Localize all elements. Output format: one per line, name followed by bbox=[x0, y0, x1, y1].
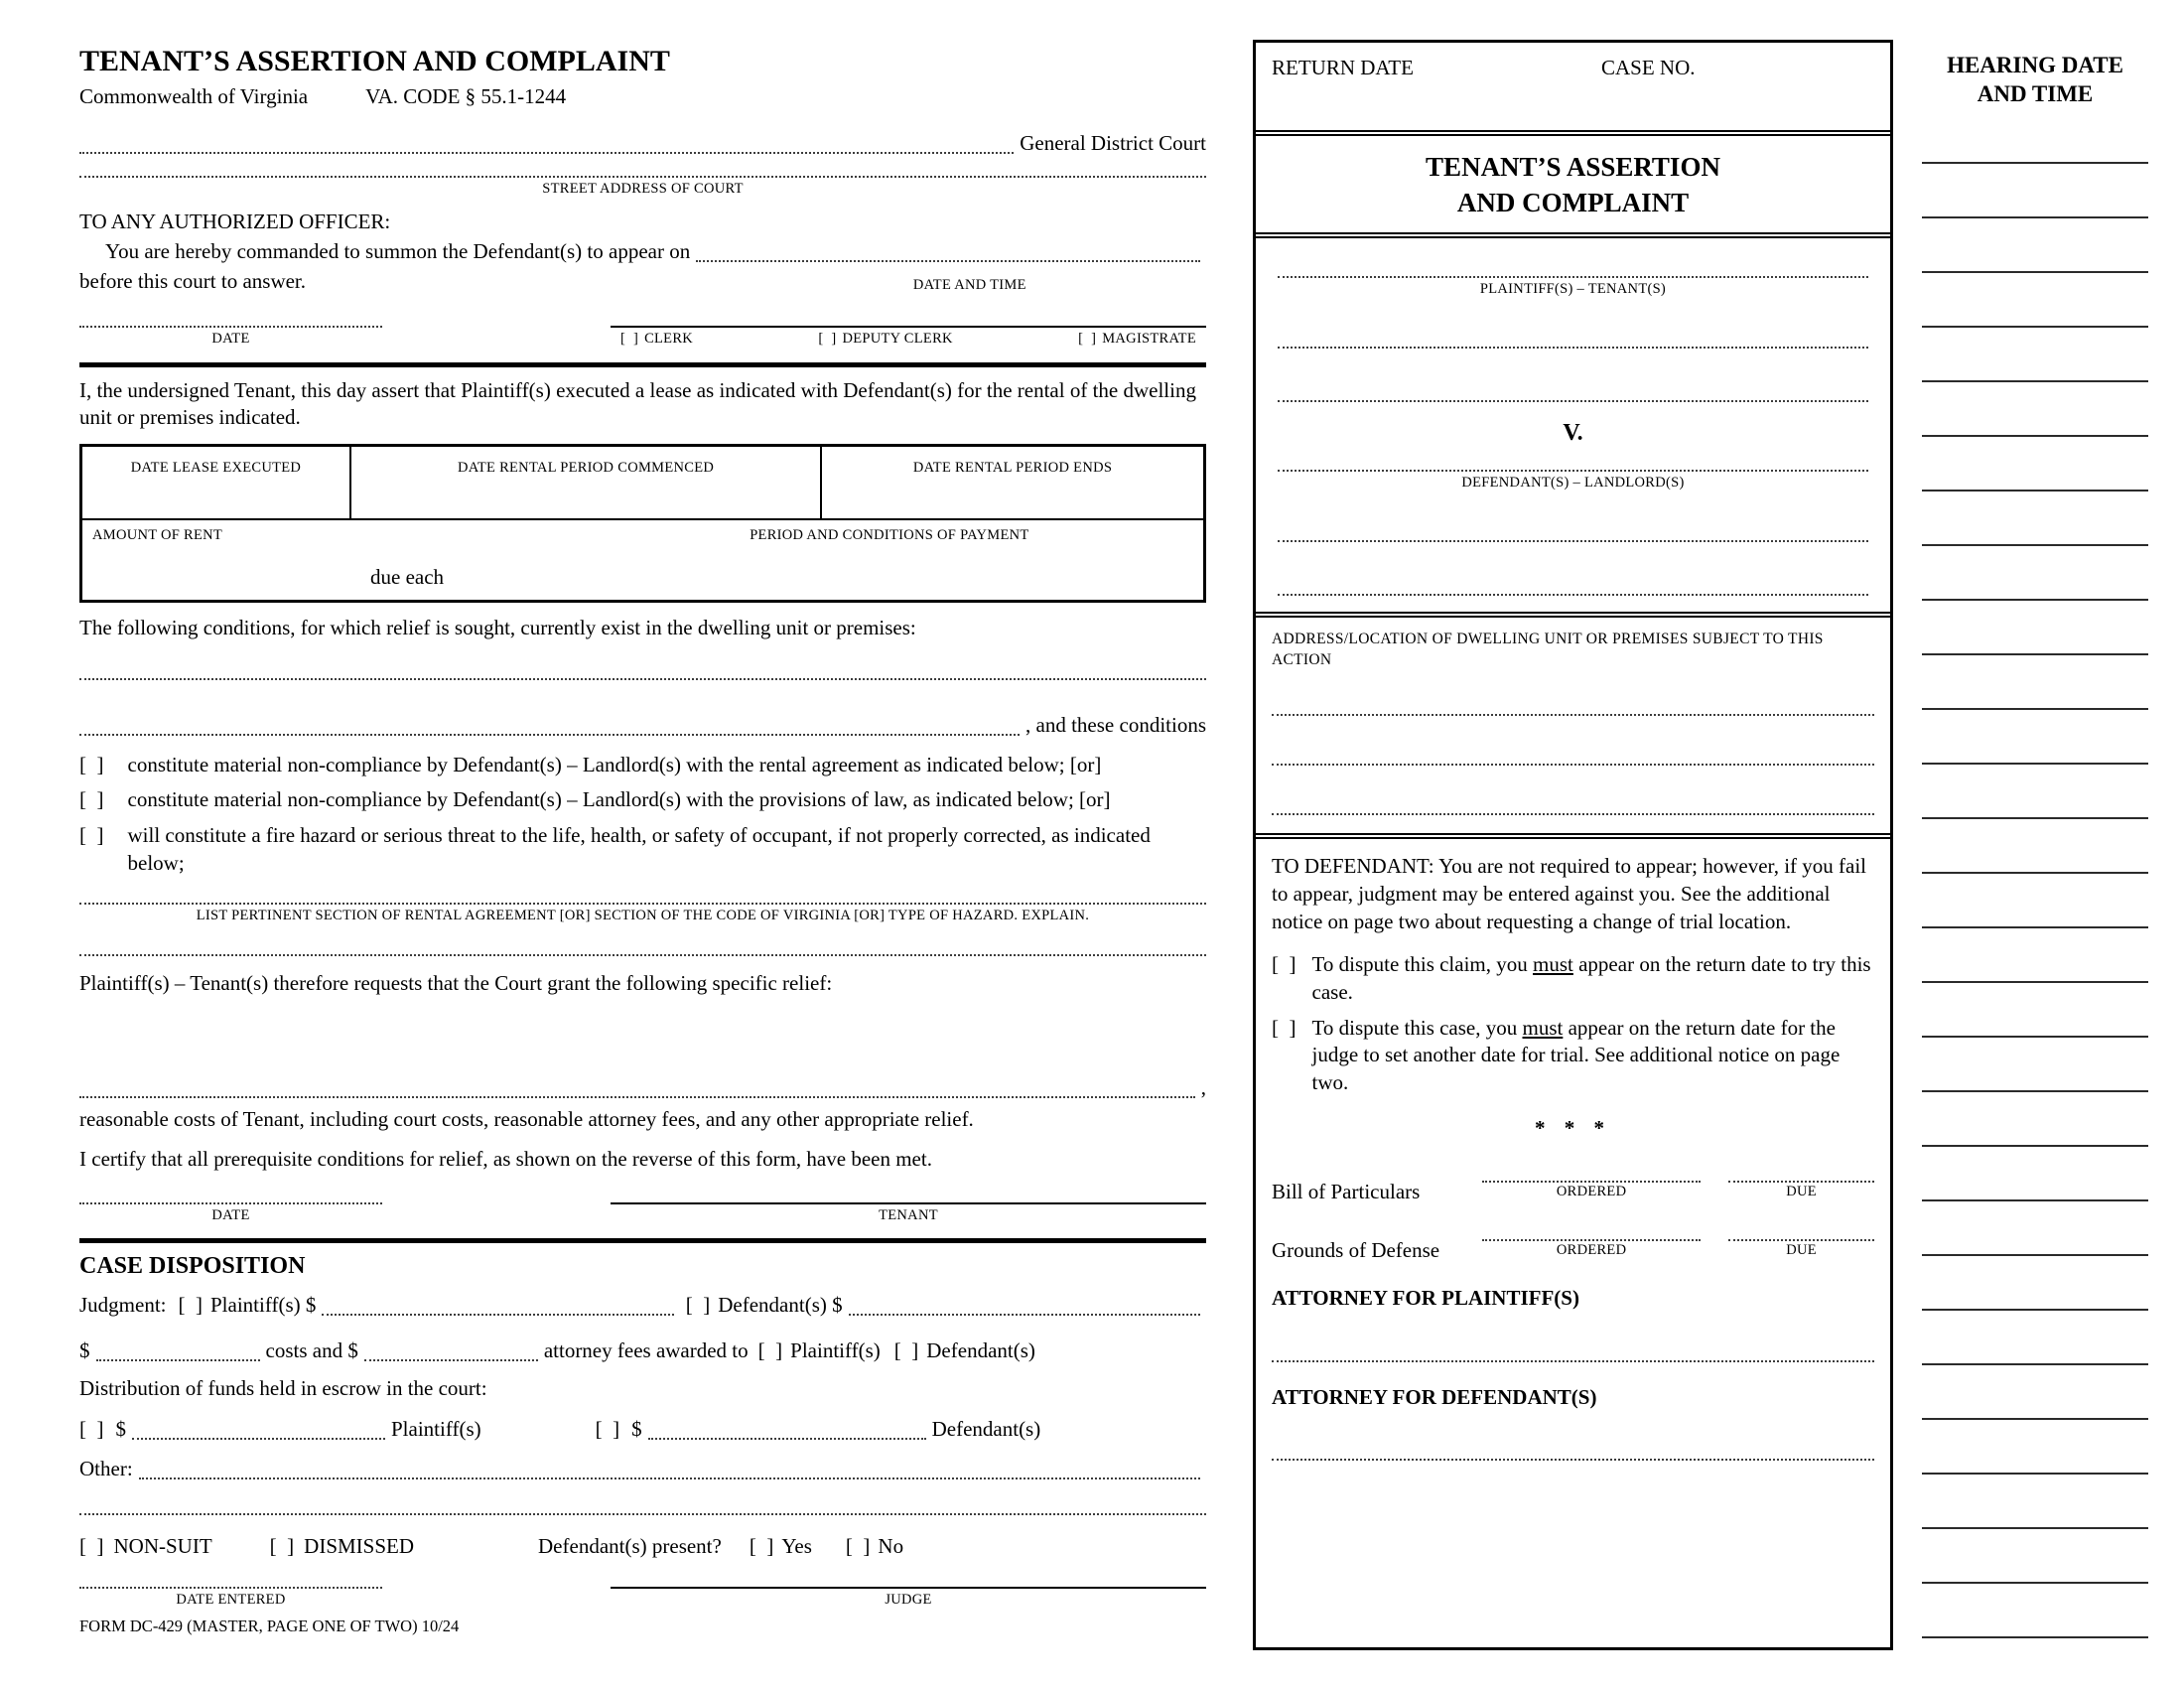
attorney-plaintiff-line[interactable] bbox=[1272, 1360, 1874, 1362]
dismissed-label: DISMISSED bbox=[304, 1533, 415, 1558]
section-divider bbox=[79, 1238, 1206, 1243]
hearing-line[interactable] bbox=[1922, 271, 2148, 273]
escrow-defendant-checkbox[interactable]: [ ] bbox=[595, 1417, 620, 1442]
deputy-clerk-option[interactable] bbox=[818, 330, 952, 349]
must-emphasis: must bbox=[1522, 1015, 1564, 1040]
nonsuit-label: NON-SUIT bbox=[113, 1533, 212, 1558]
defendant-name-line-2[interactable] bbox=[1278, 540, 1868, 542]
conditions-intro: The following conditions, for which relief is sought, currently exist in the dwelling unit or premises: bbox=[79, 616, 916, 640]
va-code-label: VA. CODE § 55.1-1244 bbox=[365, 83, 567, 108]
judgment-defendant-label: Defendant(s) $ bbox=[718, 1293, 843, 1318]
costs-amount-line[interactable] bbox=[96, 1359, 260, 1361]
judge-signature-line[interactable] bbox=[611, 1587, 1206, 1589]
form-subtitle-row bbox=[79, 83, 1206, 111]
condition-checkbox-3[interactable]: [ ] bbox=[79, 823, 104, 848]
costs-text: reasonable costs of Tenant, including court costs, reasonable attorney fees, and any other appropriate relief. bbox=[79, 1107, 974, 1132]
escrow-defendant-label: Defendant(s) bbox=[931, 1417, 1041, 1442]
hearing-lines bbox=[1922, 162, 2148, 1638]
officer-date-line[interactable] bbox=[79, 326, 382, 328]
awarded-defendant-label: Defendant(s) bbox=[926, 1337, 1035, 1362]
date-time-caption: DATE AND TIME bbox=[912, 276, 1026, 293]
plaintiff-name-line-3[interactable] bbox=[1278, 400, 1868, 402]
costs-awarded-row bbox=[79, 1337, 1206, 1365]
due-caption: DUE bbox=[1786, 1242, 1817, 1259]
date-entered-line[interactable] bbox=[79, 1587, 382, 1589]
date-caption: DATE bbox=[211, 330, 250, 347]
present-no-option[interactable] bbox=[846, 1533, 903, 1561]
summon-text: You are hereby commanded to summon the Defendant(s) to appear on bbox=[105, 238, 691, 263]
address-heading: ADDRESS/LOCATION OF DWELLING UNIT OR PREMISES SUBJECT TO THIS ACTION bbox=[1272, 631, 1824, 668]
hearing-line[interactable] bbox=[1922, 1199, 2148, 1201]
hearing-line[interactable] bbox=[1922, 599, 2148, 601]
hearing-line[interactable] bbox=[1922, 216, 2148, 218]
judgment-plaintiff-amount-line[interactable] bbox=[322, 1314, 673, 1316]
section-divider bbox=[79, 362, 1206, 367]
present-yes-option[interactable] bbox=[750, 1533, 812, 1561]
hearing-heading-line1: HEARING DATE bbox=[1947, 53, 2123, 77]
certify-text: I certify that all prerequisite conditions for relief, as shown on the reverse of this form, have been met. bbox=[79, 1146, 932, 1171]
hearing-line[interactable] bbox=[1922, 872, 2148, 874]
case-header-section bbox=[1256, 43, 1890, 130]
dismissed-checkbox[interactable]: [ ] bbox=[269, 1533, 295, 1558]
hearing-line[interactable] bbox=[1922, 1473, 2148, 1475]
nonsuit-row bbox=[79, 1533, 1206, 1561]
officer-role-options bbox=[611, 330, 1206, 349]
nonsuit-checkbox[interactable]: [ ] bbox=[79, 1533, 104, 1558]
street-address-caption: STREET ADDRESS OF COURT bbox=[542, 181, 744, 198]
address-line-1[interactable] bbox=[1272, 714, 1874, 716]
conditions-line-2-row bbox=[79, 712, 1206, 740]
present-yes-label: Yes bbox=[781, 1533, 812, 1558]
street-address-block bbox=[79, 176, 1206, 199]
period-conditions-label: PERIOD AND CONDITIONS OF PAYMENT bbox=[750, 527, 1029, 544]
dollar-sign-label: $ bbox=[79, 1337, 90, 1362]
judgment-label: Judgment: bbox=[79, 1293, 167, 1318]
main-form-column bbox=[79, 42, 1206, 1636]
assertion-paragraph: I, the undersigned Tenant, this day assert that Plaintiff(s) executed a lease as indicated with Defendant(s) for the rental of the dwelling unit or premises indicated. bbox=[79, 377, 1196, 430]
escrow-row bbox=[79, 1416, 1206, 1444]
dispute-claim-text bbox=[1312, 951, 1875, 1006]
escrow-plaintiff-checkbox[interactable]: [ ] bbox=[79, 1417, 104, 1442]
officer-signature-line[interactable] bbox=[611, 326, 1206, 328]
judgment-plaintiff-label: Plaintiff(s) $ bbox=[210, 1293, 317, 1318]
hearing-column bbox=[1922, 52, 2148, 1638]
judgment-defendant-amount-line[interactable] bbox=[849, 1314, 1200, 1316]
plaintiff-name-line-2[interactable] bbox=[1278, 347, 1868, 349]
case-disposition-heading: CASE DISPOSITION bbox=[79, 1252, 306, 1279]
pertinent-section-line[interactable] bbox=[79, 903, 1206, 905]
relief-request-text: Plaintiff(s) – Tenant(s) therefore requests that the Court grant the following specific relief: bbox=[79, 970, 833, 995]
tenant-signature-row bbox=[79, 1202, 1206, 1225]
distribution-label: Distribution of funds held in escrow in the court: bbox=[79, 1375, 487, 1400]
ordered-caption: ORDERED bbox=[1556, 1242, 1627, 1259]
hearing-line[interactable] bbox=[1922, 1036, 2148, 1038]
clerk-label: CLERK bbox=[644, 330, 694, 347]
hearing-line[interactable] bbox=[1922, 926, 2148, 928]
lease-table bbox=[79, 444, 1206, 603]
dispute-case-checkbox[interactable]: [ ] bbox=[1272, 1015, 1297, 1040]
dismissed-option[interactable] bbox=[270, 1533, 414, 1561]
hearing-line[interactable] bbox=[1922, 1254, 2148, 1256]
due-each-label: due each bbox=[370, 565, 445, 590]
awarded-plaintiff-label: Plaintiff(s) bbox=[790, 1337, 881, 1362]
commonwealth-label: Commonwealth of Virginia bbox=[79, 83, 309, 108]
date-rental-ends-label: DATE RENTAL PERIOD ENDS bbox=[912, 460, 1113, 477]
escrow-defendant-dollar: $ bbox=[631, 1417, 642, 1442]
hearing-line[interactable] bbox=[1922, 490, 2148, 492]
conditions-line-2[interactable] bbox=[79, 734, 1020, 736]
attorney-defendant-heading: ATTORNEY FOR DEFENDANT(S) bbox=[1272, 1384, 1597, 1409]
judgment-row bbox=[79, 1292, 1206, 1320]
present-no-checkbox[interactable]: [ ] bbox=[845, 1533, 871, 1558]
officer-sign-block bbox=[611, 326, 1206, 349]
judge-signature-row bbox=[79, 1587, 1206, 1610]
dispute-case-pre: To dispute this case, you bbox=[1311, 1015, 1523, 1040]
grounds-ordered-line[interactable] bbox=[1482, 1221, 1701, 1241]
lease-table-header-row bbox=[82, 447, 1203, 518]
hearing-line[interactable] bbox=[1922, 708, 2148, 710]
amount-of-rent-label: AMOUNT OF RENT bbox=[92, 527, 223, 544]
judge-caption: JUDGE bbox=[885, 1591, 932, 1608]
hearing-heading-line2: AND TIME bbox=[1977, 80, 2094, 106]
hearing-line[interactable] bbox=[1922, 435, 2148, 437]
dispute-case-text bbox=[1312, 1015, 1875, 1097]
grounds-due-field bbox=[1728, 1221, 1874, 1260]
condition-option-3-label: will constitute a fire hazard or serious threat to the life, health, or safety of occupant, if not properly corrected, as indicated below; bbox=[127, 823, 1151, 875]
costs-and-label: costs and $ bbox=[265, 1337, 358, 1362]
relief-line-row bbox=[79, 1074, 1206, 1102]
escrow-plaintiff-amount-line[interactable] bbox=[132, 1438, 385, 1440]
street-address-line[interactable] bbox=[79, 176, 1206, 178]
awarded-plaintiff-checkbox[interactable]: [ ] bbox=[757, 1337, 783, 1362]
tenant-sign-block bbox=[611, 1202, 1206, 1225]
judgment-plaintiff-checkbox[interactable]: [ ] bbox=[178, 1293, 203, 1318]
hearing-line[interactable] bbox=[1922, 981, 2148, 983]
dispute-claim-option bbox=[1272, 951, 1874, 1006]
hearing-line[interactable] bbox=[1922, 1309, 2148, 1311]
dispute-case-option bbox=[1272, 1015, 1874, 1097]
relief-comma: , bbox=[1200, 1075, 1206, 1100]
date-entered-block bbox=[79, 1587, 382, 1610]
officer-heading: TO ANY AUTHORIZED OFFICER: bbox=[79, 210, 391, 234]
hearing-line[interactable] bbox=[1922, 817, 2148, 819]
date-entered-caption: DATE ENTERED bbox=[176, 1591, 286, 1608]
hearing-line[interactable] bbox=[1922, 1527, 2148, 1529]
appear-date-line[interactable] bbox=[696, 260, 1200, 262]
attorney-plaintiff-heading: ATTORNEY FOR PLAINTIFF(S) bbox=[1272, 1285, 1579, 1310]
court-name-row bbox=[79, 130, 1206, 158]
present-no-label: No bbox=[878, 1533, 904, 1558]
address-line-2[interactable] bbox=[1272, 764, 1874, 766]
premises-address-section bbox=[1256, 618, 1890, 833]
other-line[interactable] bbox=[139, 1477, 1200, 1479]
other-label: Other: bbox=[79, 1457, 133, 1481]
officer-date-block bbox=[79, 326, 382, 349]
hearing-line[interactable] bbox=[1922, 326, 2148, 328]
to-defendant-section bbox=[1256, 839, 1890, 1475]
address-line-3[interactable] bbox=[1272, 813, 1874, 815]
escrow-plaintiff-label: Plaintiff(s) bbox=[391, 1417, 481, 1442]
form-number: FORM DC-429 (MASTER, PAGE ONE OF TWO) 10/24 bbox=[79, 1616, 460, 1635]
plaintiff-caption: PLAINTIFF(S) – TENANT(S) bbox=[1479, 281, 1667, 298]
condition-option-1 bbox=[79, 752, 1206, 779]
grounds-ordered-field bbox=[1482, 1221, 1701, 1260]
present-yes-checkbox[interactable]: [ ] bbox=[749, 1533, 774, 1558]
hearing-line[interactable] bbox=[1922, 1090, 2148, 1092]
hearing-line[interactable] bbox=[1922, 162, 2148, 164]
conditions-line-1[interactable] bbox=[79, 678, 1206, 680]
judge-sign-block bbox=[611, 1587, 1206, 1610]
explanation-line[interactable] bbox=[79, 954, 1206, 956]
escrow-plaintiff-dollar: $ bbox=[115, 1417, 126, 1442]
defendant-name-line-1[interactable] bbox=[1278, 470, 1868, 472]
date-lease-executed-cell[interactable] bbox=[82, 447, 351, 518]
escrow-defendant-amount-line[interactable] bbox=[648, 1438, 926, 1440]
case-panel bbox=[1253, 40, 1893, 1650]
magistrate-option[interactable] bbox=[1078, 330, 1196, 349]
hearing-line[interactable] bbox=[1922, 1636, 2148, 1638]
awarded-defendant-checkbox[interactable]: [ ] bbox=[893, 1337, 919, 1362]
bill-of-particulars-label: Bill of Particulars bbox=[1272, 1179, 1421, 1203]
date-lease-executed-label: DATE LEASE EXECUTED bbox=[130, 460, 302, 477]
magistrate-label: MAGISTRATE bbox=[1102, 330, 1196, 347]
hearing-line[interactable] bbox=[1922, 544, 2148, 546]
condition-option-1-label: constitute material non-compliance by Defendant(s) – Landlord(s) with the rental agreement as indicated below; [or] bbox=[127, 752, 1102, 776]
must-emphasis: must bbox=[1533, 952, 1573, 977]
fees-amount-line[interactable] bbox=[364, 1359, 538, 1361]
attorney-defendant-line[interactable] bbox=[1272, 1459, 1874, 1461]
condition-checkbox-2[interactable]: [ ] bbox=[79, 787, 104, 812]
return-date-label: RETURN DATE bbox=[1272, 56, 1414, 79]
grounds-of-defense-row bbox=[1272, 1221, 1874, 1265]
checkbox-brackets-icon[interactable]: [ ] bbox=[818, 330, 837, 347]
other-line-2[interactable] bbox=[79, 1513, 1206, 1515]
tenant-date-line[interactable] bbox=[79, 1202, 382, 1204]
dispute-case-post: appear on the return date for the judge to set another date for trial. See additional notice on page two. bbox=[1311, 1015, 1841, 1095]
clerk-option[interactable] bbox=[620, 330, 693, 349]
to-defendant-notice: TO DEFENDANT: You are not required to appear; however, if you fail to appear, judgment may be entered against you. See the additional notice on page two about requesting a change of trial location. bbox=[1272, 854, 1867, 933]
date-rental-ends-cell[interactable] bbox=[822, 447, 1203, 518]
date-rental-commenced-cell[interactable] bbox=[351, 447, 822, 518]
officer-signature-row bbox=[79, 326, 1206, 349]
judgment-defendant-checkbox[interactable]: [ ] bbox=[685, 1293, 711, 1318]
other-row bbox=[79, 1456, 1206, 1483]
form-title: TENANT’S ASSERTION AND COMPLAINT bbox=[79, 45, 670, 77]
panel-title-section bbox=[1256, 136, 1890, 232]
summon-row bbox=[79, 238, 1206, 266]
defendant-name-line-3[interactable] bbox=[1278, 594, 1868, 596]
dispute-claim-pre: To dispute this claim, you bbox=[1311, 952, 1534, 977]
bill-of-particulars-row bbox=[1272, 1163, 1874, 1206]
hearing-line[interactable] bbox=[1922, 380, 2148, 382]
court-name-line[interactable] bbox=[79, 152, 1014, 154]
deputy-clerk-label: DEPUTY CLERK bbox=[842, 330, 953, 347]
relief-line[interactable] bbox=[79, 1096, 1195, 1098]
tenant-caption: TENANT bbox=[879, 1207, 938, 1224]
defendant-present-question: Defendant(s) present? bbox=[538, 1533, 722, 1558]
bill-due-field bbox=[1728, 1163, 1874, 1201]
court-suffix-label: General District Court bbox=[1020, 131, 1206, 156]
bill-ordered-line[interactable] bbox=[1482, 1163, 1701, 1183]
dispute-claim-checkbox[interactable]: [ ] bbox=[1272, 952, 1297, 977]
grounds-of-defense-label: Grounds of Defense bbox=[1272, 1238, 1440, 1263]
date-rental-commenced-label: DATE RENTAL PERIOD COMMENCED bbox=[457, 460, 715, 477]
panel-title-line2: AND COMPLAINT bbox=[1456, 187, 1690, 217]
dispute-claim-post: appear on the return date to try this case. bbox=[1311, 952, 1871, 1004]
condition-option-2 bbox=[79, 786, 1206, 814]
hearing-line[interactable] bbox=[1922, 1418, 2148, 1420]
stars-separator: * * * bbox=[1535, 1115, 1611, 1140]
tenant-signature-line[interactable] bbox=[611, 1202, 1206, 1204]
hearing-line[interactable] bbox=[1922, 763, 2148, 765]
hearing-line[interactable] bbox=[1922, 653, 2148, 655]
hearing-line[interactable] bbox=[1922, 1145, 2148, 1147]
before-court-row bbox=[79, 268, 1206, 298]
hearing-line[interactable] bbox=[1922, 1363, 2148, 1365]
rent-amount-row[interactable] bbox=[82, 518, 1203, 600]
bill-ordered-field bbox=[1482, 1163, 1701, 1201]
condition-option-2-label: constitute material non-compliance by Defendant(s) – Landlord(s) with the provisions of law, as indicated below; [or] bbox=[127, 787, 1111, 812]
awarded-to-label: attorney fees awarded to bbox=[543, 1337, 749, 1362]
date-caption: DATE bbox=[211, 1207, 250, 1224]
pertinent-section-block bbox=[79, 903, 1206, 925]
checkbox-brackets-icon[interactable]: [ ] bbox=[1078, 330, 1097, 347]
due-caption: DUE bbox=[1786, 1183, 1817, 1199]
condition-option-3 bbox=[79, 822, 1206, 877]
tenant-date-block bbox=[79, 1202, 382, 1225]
nonsuit-option[interactable] bbox=[79, 1533, 212, 1561]
defendant-caption: DEFENDANT(S) – LANDLORD(S) bbox=[1461, 475, 1685, 492]
case-no-label: CASE NO. bbox=[1601, 56, 1696, 79]
conditions-suffix: , and these conditions bbox=[1025, 712, 1206, 737]
before-court-text: before this court to answer. bbox=[79, 268, 307, 293]
condition-checkbox-1[interactable]: [ ] bbox=[79, 752, 104, 776]
parties-section bbox=[1256, 238, 1890, 612]
panel-title-line1: TENANT’S ASSERTION bbox=[1426, 152, 1720, 182]
hearing-line[interactable] bbox=[1922, 1582, 2148, 1584]
versus-label: V. bbox=[1563, 420, 1583, 447]
pertinent-section-caption: LIST PERTINENT SECTION OF RENTAL AGREEMENT [OR] SECTION OF THE CODE OF VIRGINIA [OR] TYPE OF HAZARD. EXPLAIN. bbox=[196, 908, 1090, 924]
grounds-due-line[interactable] bbox=[1728, 1221, 1874, 1241]
ordered-caption: ORDERED bbox=[1556, 1183, 1627, 1199]
bill-due-line[interactable] bbox=[1728, 1163, 1874, 1183]
hearing-heading bbox=[1922, 52, 2148, 109]
plaintiff-name-line-1[interactable] bbox=[1278, 276, 1868, 278]
checkbox-brackets-icon[interactable]: [ ] bbox=[620, 330, 639, 347]
